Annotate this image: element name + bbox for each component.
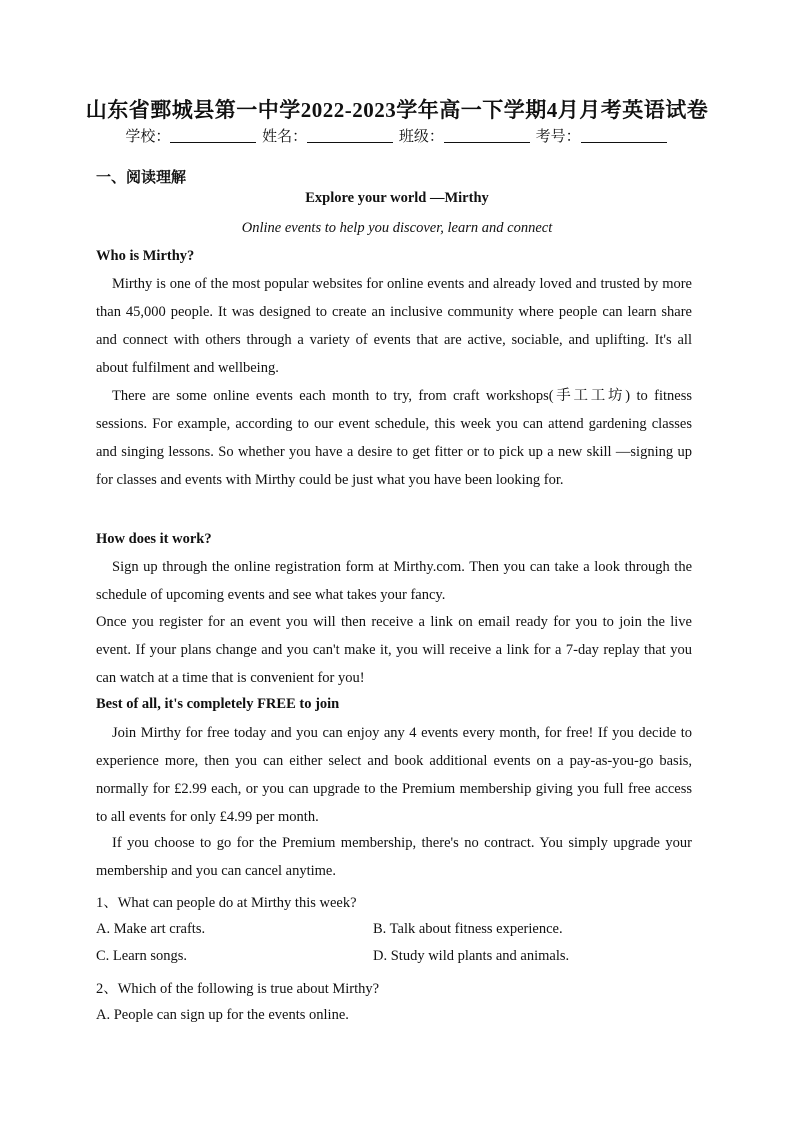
name-blank[interactable]: [307, 128, 393, 143]
name-label: 姓名：: [262, 129, 308, 145]
heading-how: How does it work?: [96, 531, 212, 547]
school-label: 学校：: [125, 129, 171, 145]
q2-option-a: A. People can sign up for the events online.: [96, 1007, 349, 1023]
q1-option-a: A. Make art crafts.: [96, 921, 206, 937]
heading-who: Who is Mirthy?: [96, 248, 195, 264]
class-label: 班级：: [398, 129, 444, 145]
q1-option-c: C. Learn songs.: [96, 948, 188, 964]
section-heading: 一、阅读理解: [96, 170, 187, 186]
paragraph-2: There are some online events each month to try, from craft workshops(手工工坊) to fitness sessions. For example, according to our event schedule, this week you can attend gardening classes and singing lessons. So whether you have a desire to get fitter or to pick up a new skill —signing up for classes and events with Mirthy could be just what you have been looking for.: [96, 388, 692, 488]
passage-title: Explore your world —Mirthy: [305, 190, 489, 206]
question-2-stem: 2、Which of the following is true about Mirthy?: [96, 981, 380, 997]
exam-number-blank[interactable]: [581, 128, 667, 143]
paragraph-5: Join Mirthy for free today and you can enjoy any 4 events every month, for free! If you decide to experience more, then you can either select and book additional events on a pay-as-you-go basis, normally for £2.99 each, or you can upgrade to the Premium membership giving you full free access to all events for only £4.99 per month.: [96, 725, 692, 825]
passage-subtitle: Online events to help you discover, learn and connect: [241, 220, 553, 236]
exam-number-label: 考号：: [535, 129, 581, 145]
exam-title: 山东省鄄城县第一中学2022-2023学年高一下学期4月月考英语试卷: [85, 98, 709, 122]
question-1-stem: 1、What can people do at Mirthy this week?: [96, 895, 357, 911]
paragraph-3: Sign up through the online registration form at Mirthy.com. Then you can take a look through the schedule of upcoming events and see what takes your fancy.: [96, 559, 692, 603]
paragraph-1: Mirthy is one of the most popular websites for online events and already loved and trusted by more than 45,000 people. It was designed to create an inclusive community where people can learn share and connect with others through a variety of events that are active, sociable, and uplifting. It's all about fulfilment and wellbeing.: [96, 276, 692, 376]
class-blank[interactable]: [444, 128, 530, 143]
student-info-line: [0, 125, 794, 146]
paragraph-6: If you choose to go for the Premium membership, there's no contract. You simply upgrade your membership and you can cancel anytime.: [96, 835, 692, 879]
q1-option-d: D. Study wild plants and animals.: [373, 948, 570, 964]
school-blank[interactable]: [170, 128, 256, 143]
paragraph-4: Once you register for an event you will then receive a link on email ready for you to join the live event. If your plans change and you can't make it, you will receive a link for a 7-day replay that you can watch at a time that is convenient for you!: [96, 614, 692, 686]
q1-option-b: B. Talk about fitness experience.: [373, 921, 563, 937]
heading-best: Best of all, it's completely FREE to join: [96, 696, 340, 712]
